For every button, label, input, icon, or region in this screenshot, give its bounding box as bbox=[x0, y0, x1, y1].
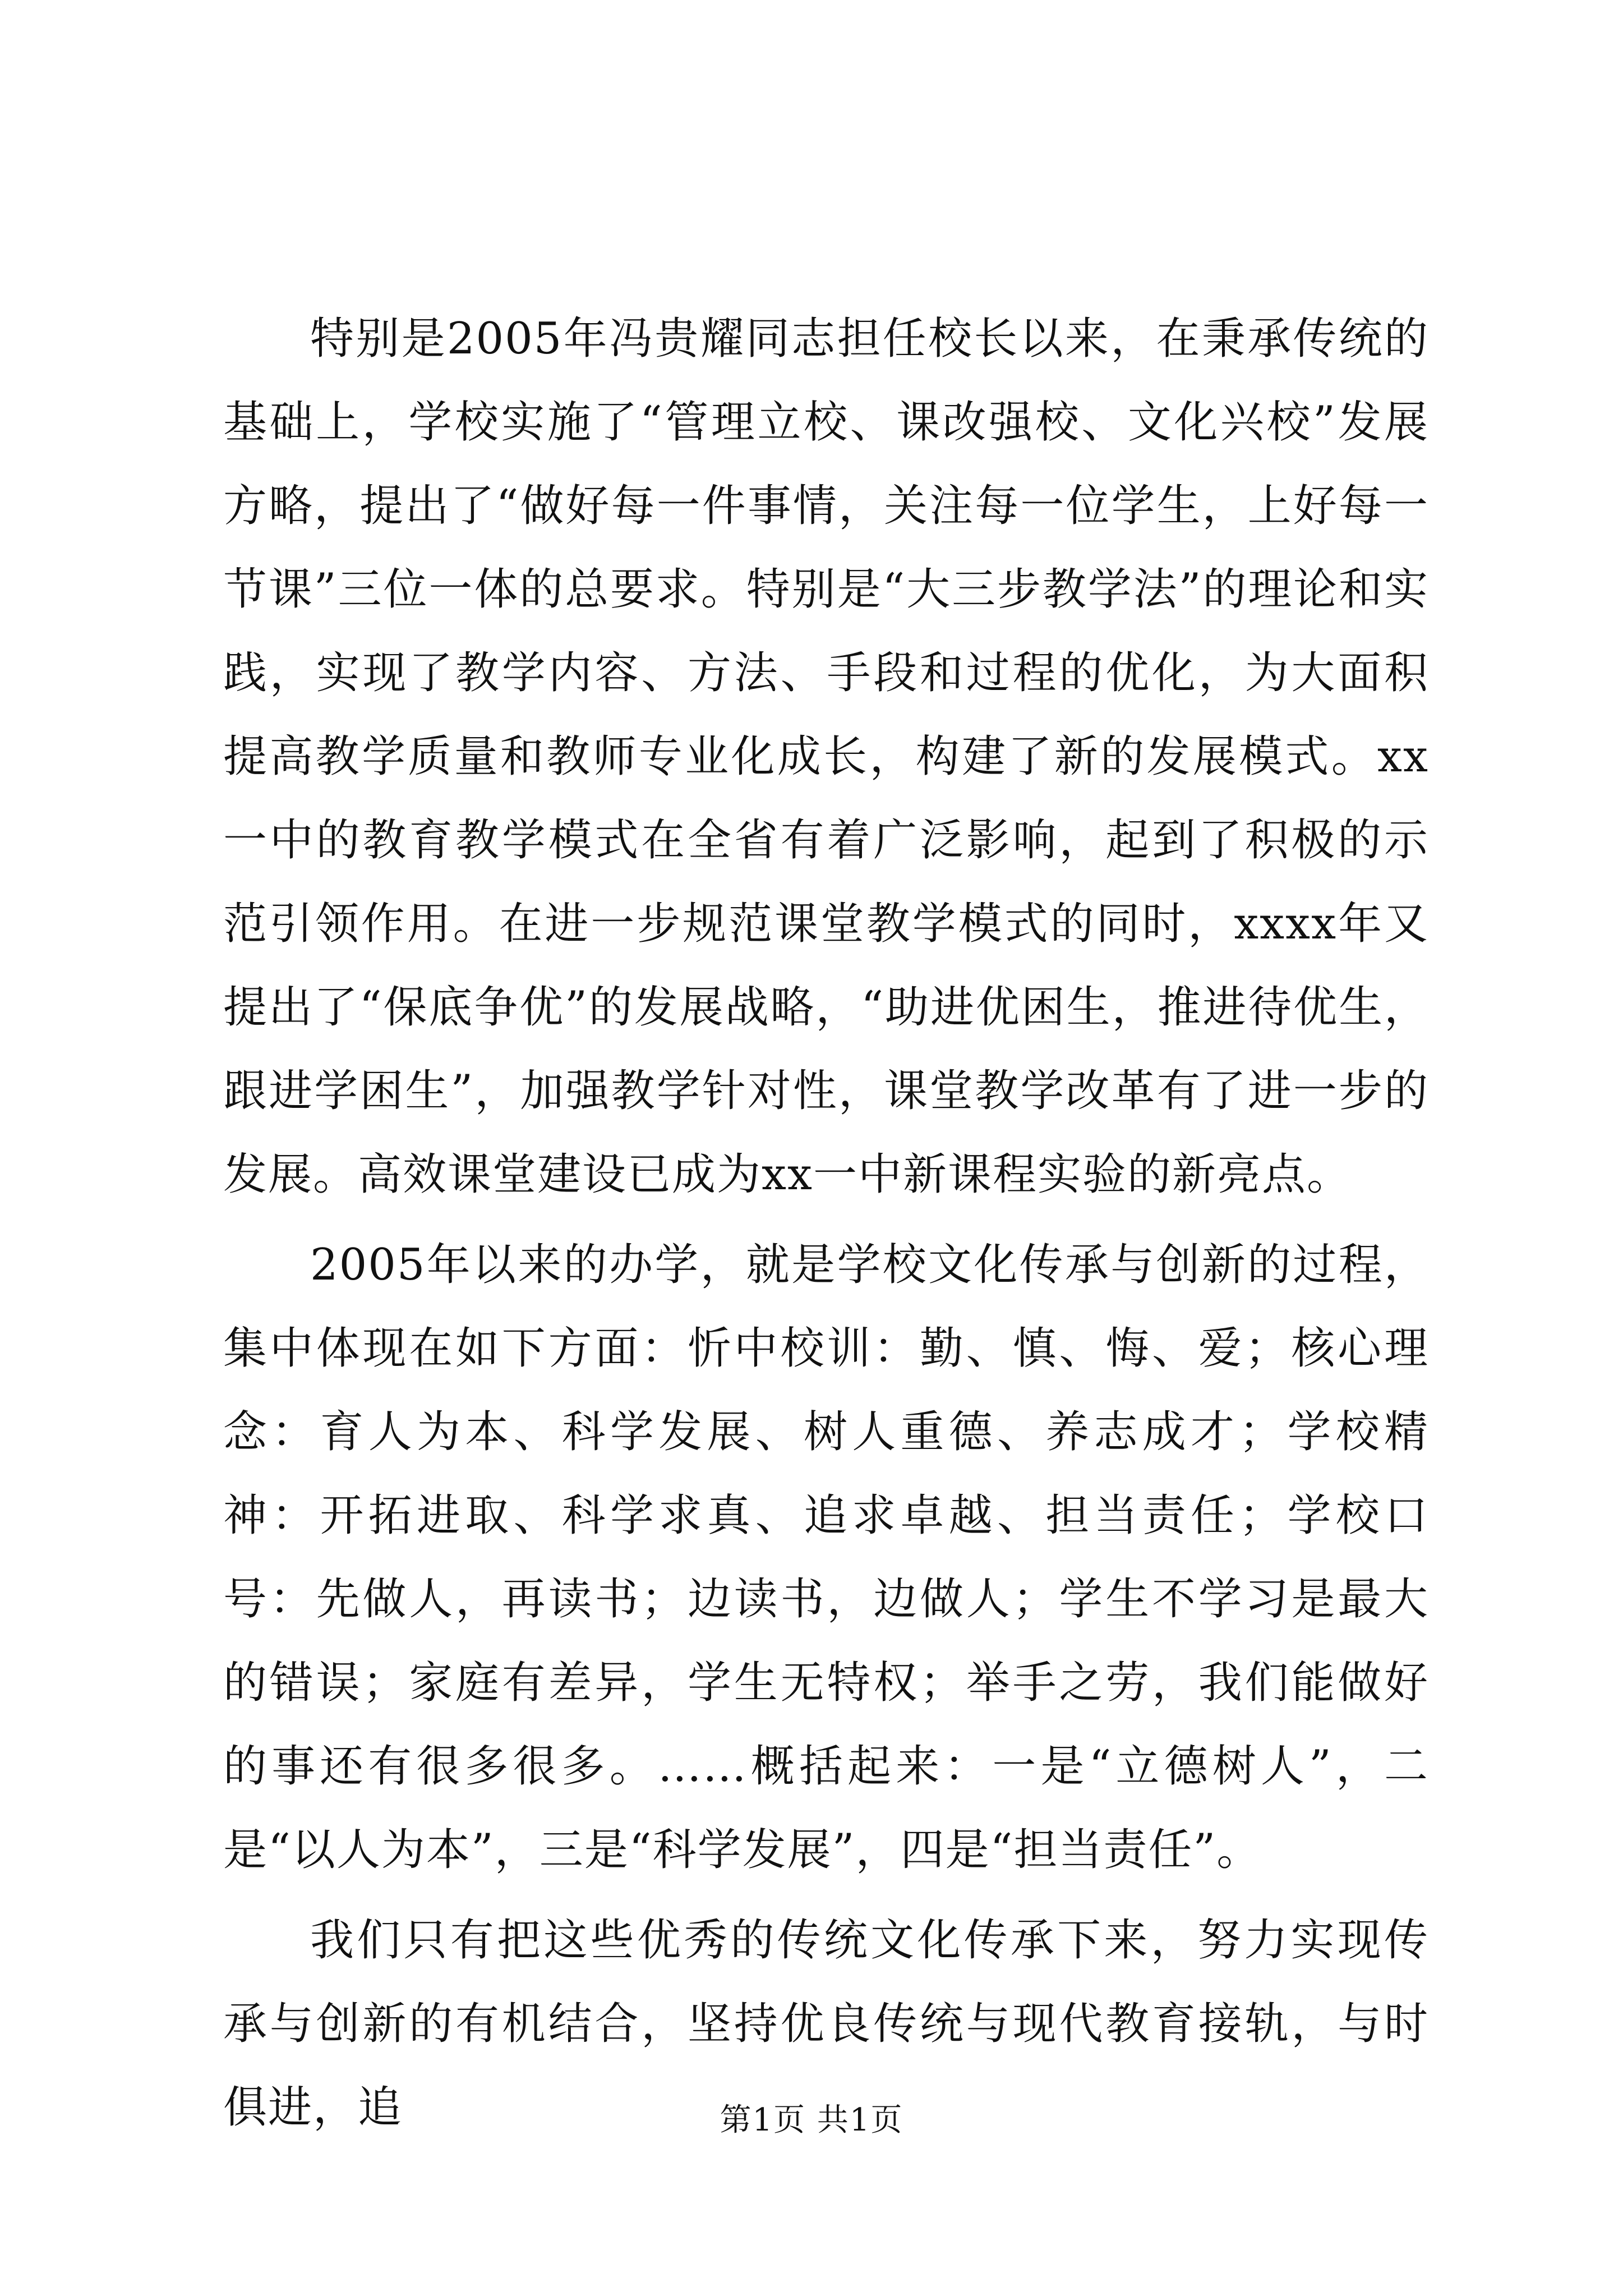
paragraph-3: 我们只有把这些优秀的传统文化传承下来，努力实现传承与创新的有机结合，坚持优良传统与现代教育接轨，与时俱进，追 bbox=[223, 1915, 1429, 2133]
paragraph-2: 2005年以来的办学，就是学校文化传承与创新的过程，集中体现在如下方面：忻中校训：勤、慎、悔、爱；核心理念：育人为本、科学发展、树人重德、养志成才；学校精神：开拓进取、科学求真、追求卓越、担当责任；学校口号：先做人，再读书；边读书，边做人；学生不学习是最大的错误；家庭有差异，学生无特权；举手之劳，我们能做好的事还有很多很多。……概括起来：一是“立德树人”，二是“以人为本”，三是“科学发展”，四是“担当责任”。 bbox=[223, 1240, 1429, 1875]
document-body bbox=[223, 297, 1429, 2150]
page-footer: 第1页 共1页 bbox=[720, 2102, 903, 2138]
paragraph-1: 特别是2005年冯贵耀同志担任校长以来，在秉承传统的基础上，学校实施了“管理立校、课改强校、文化兴校”发展方略，提出了“做好每一件事情，关注每一位学生，上好每一节课”三位一体的总要求。特别是“大三步教学法”的理论和实践，实现了教学内容、方法、手段和过程的优化，为大面积提高教学质量和教师专业化成长，构建了新的发展模式。xx一中的教育教学模式在全省有着广泛影响，起到了积极的示范引领作用。在进一步规范课堂教学模式的同时，xxxx年又提出了“保底争优”的发展战略，“助进优困生，推进待优生，跟进学困生”，加强教学针对性，课堂教学改革有了进一步的发展。高效课堂建设已成为xx一中新课程实验的新亮点。 bbox=[223, 314, 1429, 1200]
